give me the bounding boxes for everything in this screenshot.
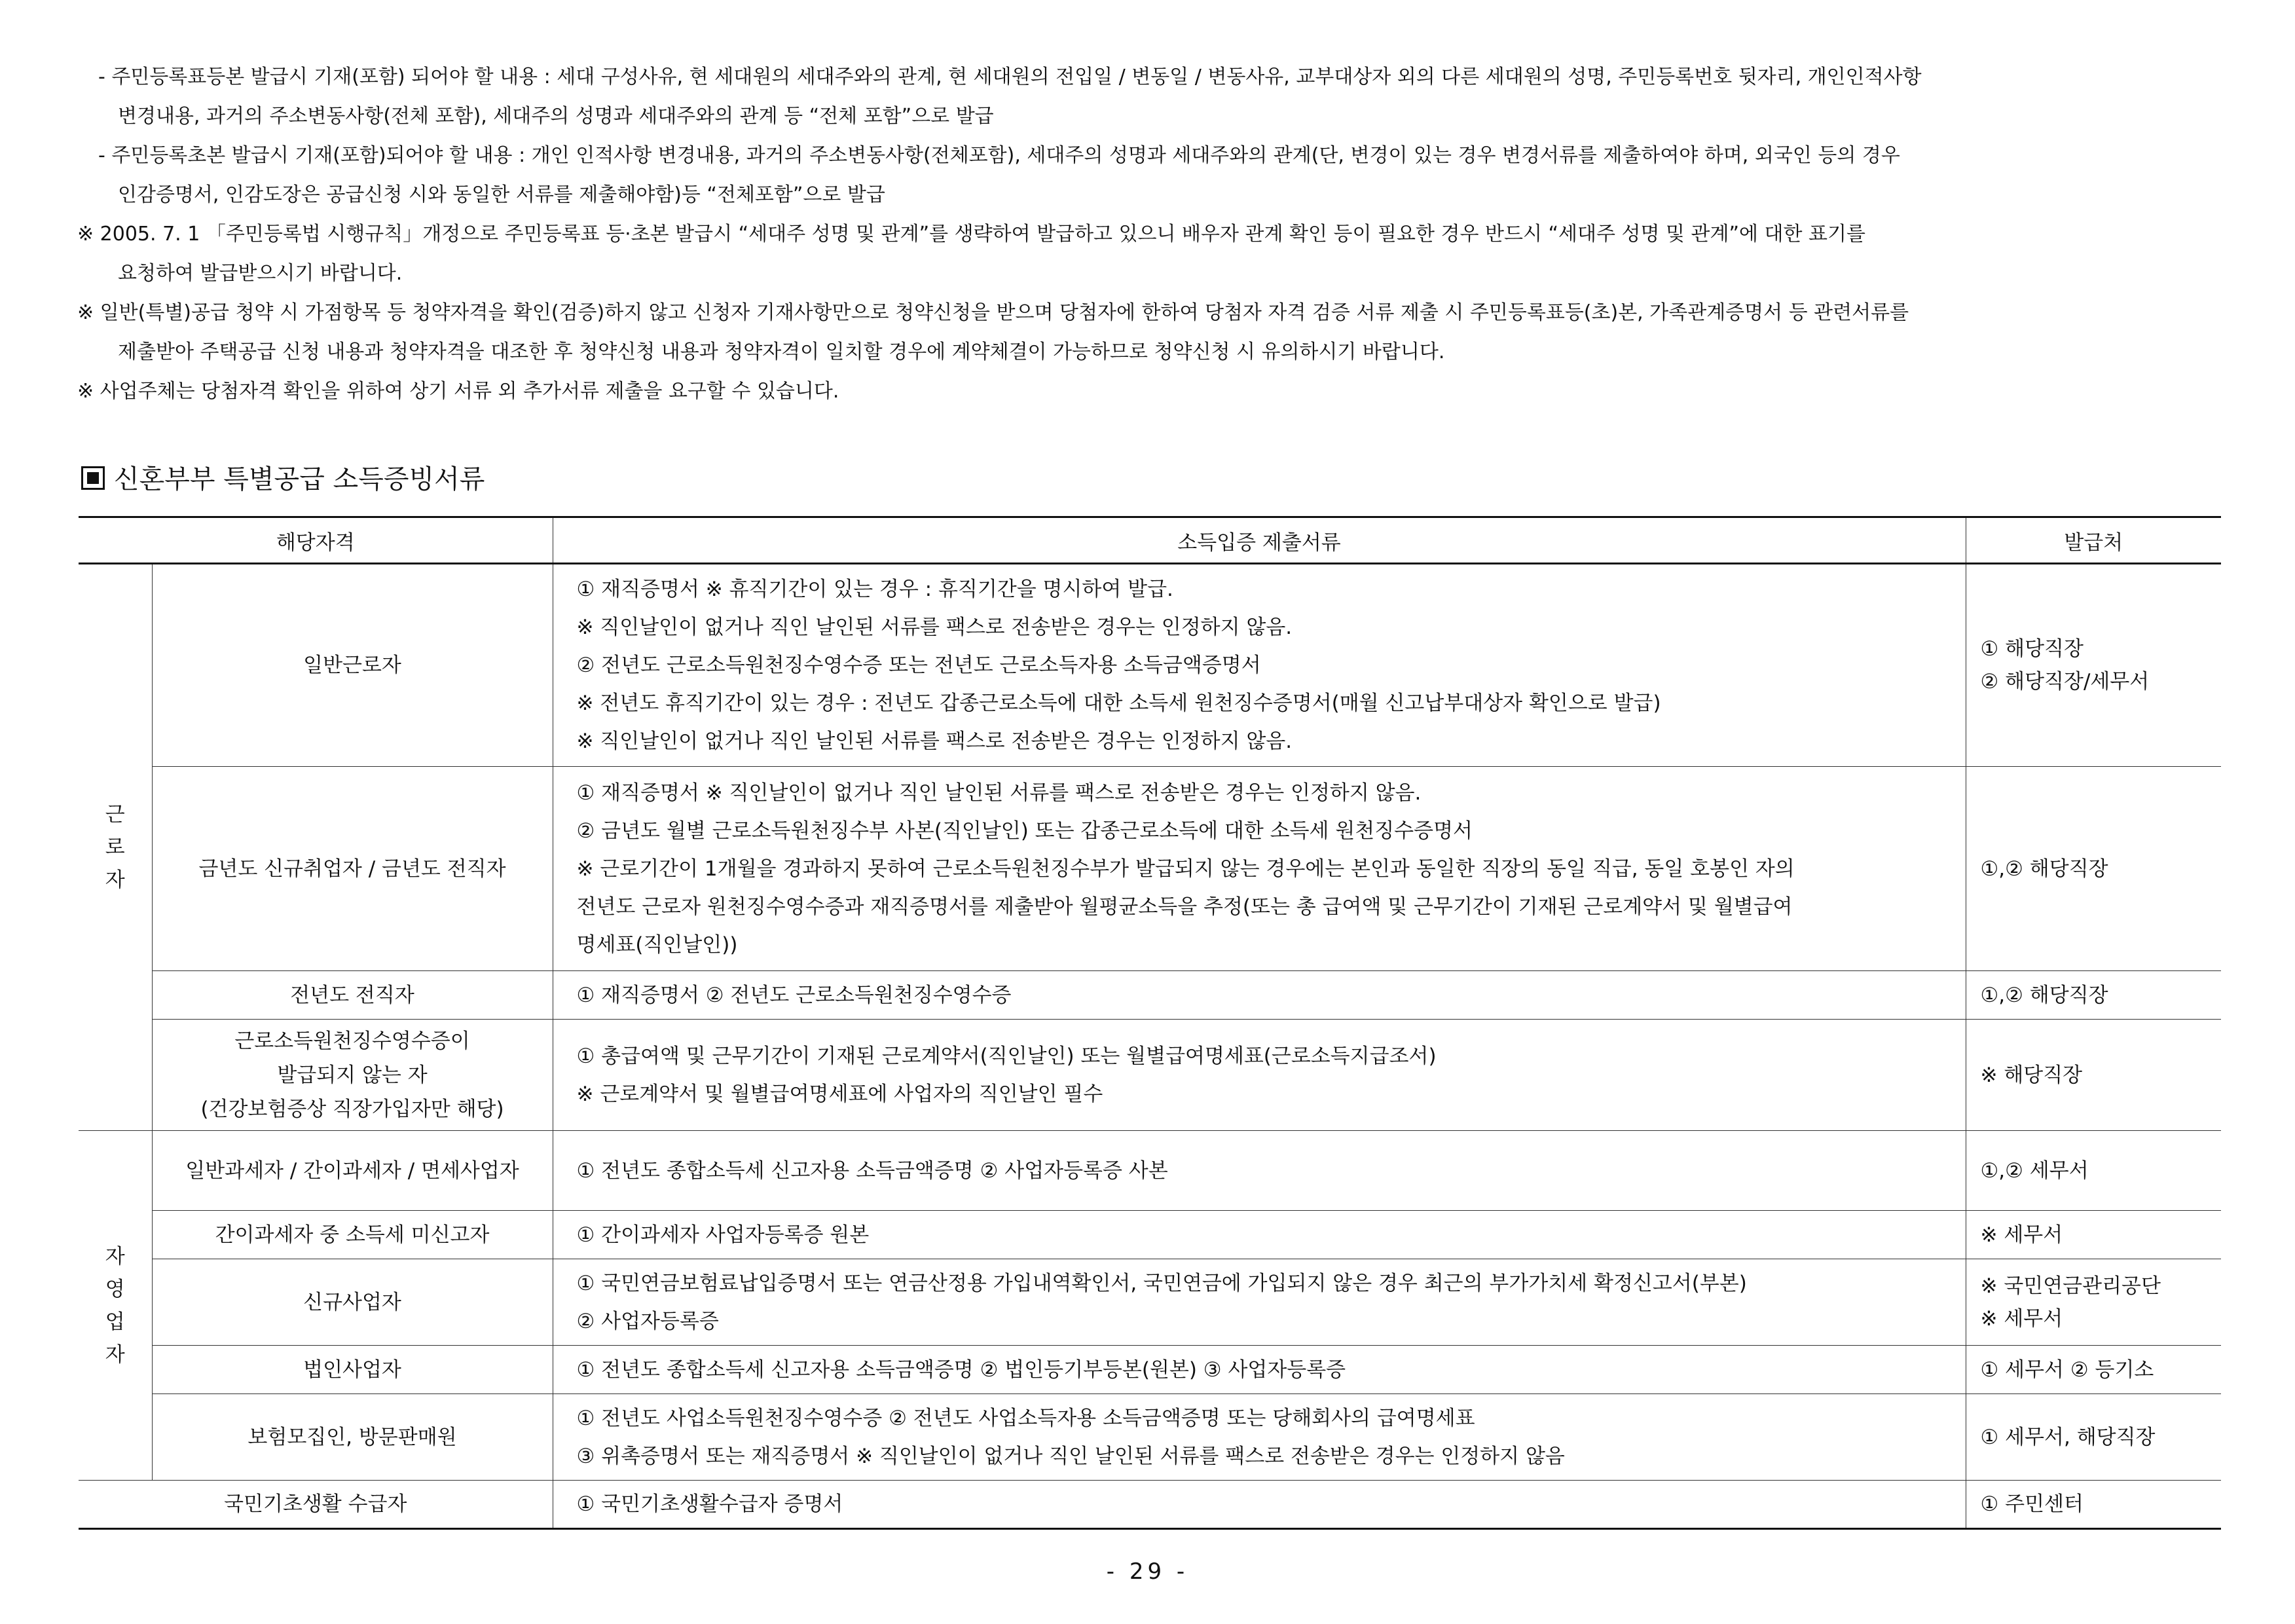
category-self-employed: 자 영 업 자 <box>79 1131 152 1481</box>
section-heading <box>81 458 485 496</box>
issuer-cell: ※ 국민연금관리공단 ※ 세무서 <box>1966 1259 2221 1346</box>
qualification-cell: 일반과세자 / 간이과세자 / 면세사업자 <box>152 1131 553 1211</box>
filled-square-icon <box>81 466 105 490</box>
issuer-cell: ①,② 세무서 <box>1966 1131 2221 1211</box>
table-row <box>79 767 2221 971</box>
table-row <box>79 1394 2221 1481</box>
documents-cell: ① 국민연금보험료납입증명서 또는 연금산정용 가입내역확인서, 국민연금에 가입되지 않은 경우 최근의 부가가치세 확정신고서(부본) ② 사업자등록증 <box>553 1259 1966 1346</box>
issuer-cell: ① 세무서 ② 등기소 <box>1966 1346 2221 1394</box>
issuer-cell: ① 해당직장 ② 해당직장/세무서 <box>1966 564 2221 767</box>
header-documents: 소득입증 제출서류 <box>553 517 1966 564</box>
qualification-cell: 일반근로자 <box>152 564 553 767</box>
documents-cell: ① 전년도 사업소득원천징수영수증 ② 전년도 사업소득자용 소득금액증명 또는 당해회사의 급여명세표 ③ 위촉증명서 또는 재직증명서 ※ 직인날인이 없거나 직인 날인된 서류를 팩스로 전송받은 경우는 인정하지 않음 <box>553 1394 1966 1481</box>
issuer-cell: ①,② 해당직장 <box>1966 767 2221 971</box>
issuer-cell: ① 주민센터 <box>1966 1481 2221 1529</box>
issuer-cell: ①,② 해당직장 <box>1966 971 2221 1020</box>
page-number: - 29 - <box>1106 1559 1189 1585</box>
notes-block <box>77 58 2231 411</box>
qualification-cell: 보험모집인, 방문판매원 <box>152 1394 553 1481</box>
table-row <box>79 1259 2221 1346</box>
documents-cell: ① 전년도 종합소득세 신고자용 소득금액증명 ② 법인등기부등본(원본) ③ 사업자등록증 <box>553 1346 1966 1394</box>
issuer-cell: ① 세무서, 해당직장 <box>1966 1394 2221 1481</box>
documents-cell: ① 재직증명서 ② 전년도 근로소득원천징수영수증 <box>553 971 1966 1020</box>
qualification-cell: 간이과세자 중 소득세 미신고자 <box>152 1211 553 1259</box>
table-row <box>79 1211 2221 1259</box>
qualification-cell: 국민기초생활 수급자 <box>79 1481 553 1529</box>
documents-cell: ① 국민기초생활수급자 증명서 <box>553 1481 1966 1529</box>
table-row <box>79 1481 2221 1529</box>
section-title: 신혼부부 특별공급 소득증빙서류 <box>114 464 485 494</box>
documents-cell: ① 재직증명서 ※ 직인날인이 없거나 직인 날인된 서류를 팩스로 전송받은 경우는 인정하지 않음. ② 금년도 월별 근로소득원천징수부 사본(직인날인) 또는 갑종근로소득에 대한 소득세 원천징수증명서 ※ 근로기간이 1개월을 경과하지 못하여 근로소득원천징수부가 발급되지 않는 경우에는 본인과 동일한 직장의 동일 직급, 동일 호봉인 자의 전년도 근로자 원천징수영수증과 재직증명서를 제출받아 월평균소득을 추정(또는 총 급여액 및 근무기간이 기재된 근로계약서 및 월별급여 명세표(직인날인)) <box>553 767 1966 971</box>
income-documents-table <box>79 516 2221 1530</box>
note-item: - 주민등록초본 발급시 기재(포함)되어야 할 내용 : 개인 인적사항 변경내용, 과거의 주소변동사항(전체포함), 세대주의 성명과 세대주와의 관계(단, 변경이 있는 경우 변경서류를 제출하여야 하며, 외국인 등의 경우 인감증명서, 인감도장은 공급신청 시와 동일한 서류를 제출해야함)등 “전체포함”으로 발급 <box>98 144 1900 206</box>
category-worker: 근 로 자 <box>79 564 152 1131</box>
header-issuer: 발급처 <box>1966 517 2221 564</box>
note-item: - 주민등록표등본 발급시 기재(포함) 되어야 할 내용 : 세대 구성사유, 현 세대원의 세대주와의 관계, 현 세대원의 전입일 / 변동일 / 변동사유, 교부대상자 외의 다른 세대원의 성명, 주민등록번호 뒷자리, 개인인적사항 변경내용, 과거의 주소변동사항(전체 포함), 세대주의 성명과 세대주와의 관계 등 “전체 포함”으로 발급 <box>98 65 1922 128</box>
qualification-cell: 금년도 신규취업자 / 금년도 전직자 <box>152 767 553 971</box>
qualification-cell: 근로소득원천징수영수증이 발급되지 않는 자 (건강보험증상 직장가입자만 해당) <box>152 1020 553 1131</box>
table-row <box>79 564 2221 767</box>
documents-cell: ① 전년도 종합소득세 신고자용 소득금액증명 ② 사업자등록증 사본 <box>553 1131 1966 1211</box>
table-row <box>79 1020 2221 1131</box>
note-item: ※ 2005. 7. 1 「주민등록법 시행규칙」개정으로 주민등록표 등·초본 발급시 “세대주 성명 및 관계”를 생략하여 발급하고 있으니 배우자 관계 확인 등이 필요한 경우 반드시 “세대주 성명 및 관계”에 대한 표기를 요청하여 발급받으시기 바랍니다. <box>77 223 1865 285</box>
documents-cell: ① 총급여액 및 근무기간이 기재된 근로계약서(직인날인) 또는 월별급여명세표(근로소득지급조서) ※ 근로계약서 및 월별급여명세표에 사업자의 직인날인 필수 <box>553 1020 1966 1131</box>
note-item: ※ 사업주체는 당첨자격 확인을 위하여 상기 서류 외 추가서류 제출을 요구할 수 있습니다. <box>77 380 839 403</box>
documents-cell: ① 간이과세자 사업자등록증 원본 <box>553 1211 1966 1259</box>
table-row <box>79 1346 2221 1394</box>
qualification-cell: 신규사업자 <box>152 1259 553 1346</box>
note-item: ※ 일반(특별)공급 청약 시 가점항목 등 청약자격을 확인(검증)하지 않고 신청자 기재사항만으로 청약신청을 받으며 당첨자에 한하여 당첨자 자격 검증 서류 제출 시 주민등록표등(초)본, 가족관계증명서 등 관련서류를 제출받아 주택공급 신청 내용과 청약자격을 대조한 후 청약신청 내용과 청약자격이 일치할 경우에 계약체결이 가능하므로 청약신청 시 유의하시기 바랍니다. <box>77 301 1909 363</box>
header-qualification: 해당자격 <box>79 517 553 564</box>
issuer-cell: ※ 세무서 <box>1966 1211 2221 1259</box>
qualification-cell: 법인사업자 <box>152 1346 553 1394</box>
table-row <box>79 971 2221 1020</box>
issuer-cell: ※ 해당직장 <box>1966 1020 2221 1131</box>
qualification-cell: 전년도 전직자 <box>152 971 553 1020</box>
documents-cell: ① 재직증명서 ※ 휴직기간이 있는 경우 : 휴직기간을 명시하여 발급. ※ 직인날인이 없거나 직인 날인된 서류를 팩스로 전송받은 경우는 인정하지 않음. ② 전년도 근로소득원천징수영수증 또는 전년도 근로소득자용 소득금액증명서 ※ 전년도 휴직기간이 있는 경우 : 전년도 갑종근로소득에 대한 소득세 원천징수증명서(매월 신고납부대상자 확인으로 발급) ※ 직인날인이 없거나 직인 날인된 서류를 팩스로 전송받은 경우는 인정하지 않음. <box>553 564 1966 767</box>
table-header-row <box>79 517 2221 564</box>
table-row <box>79 1131 2221 1211</box>
